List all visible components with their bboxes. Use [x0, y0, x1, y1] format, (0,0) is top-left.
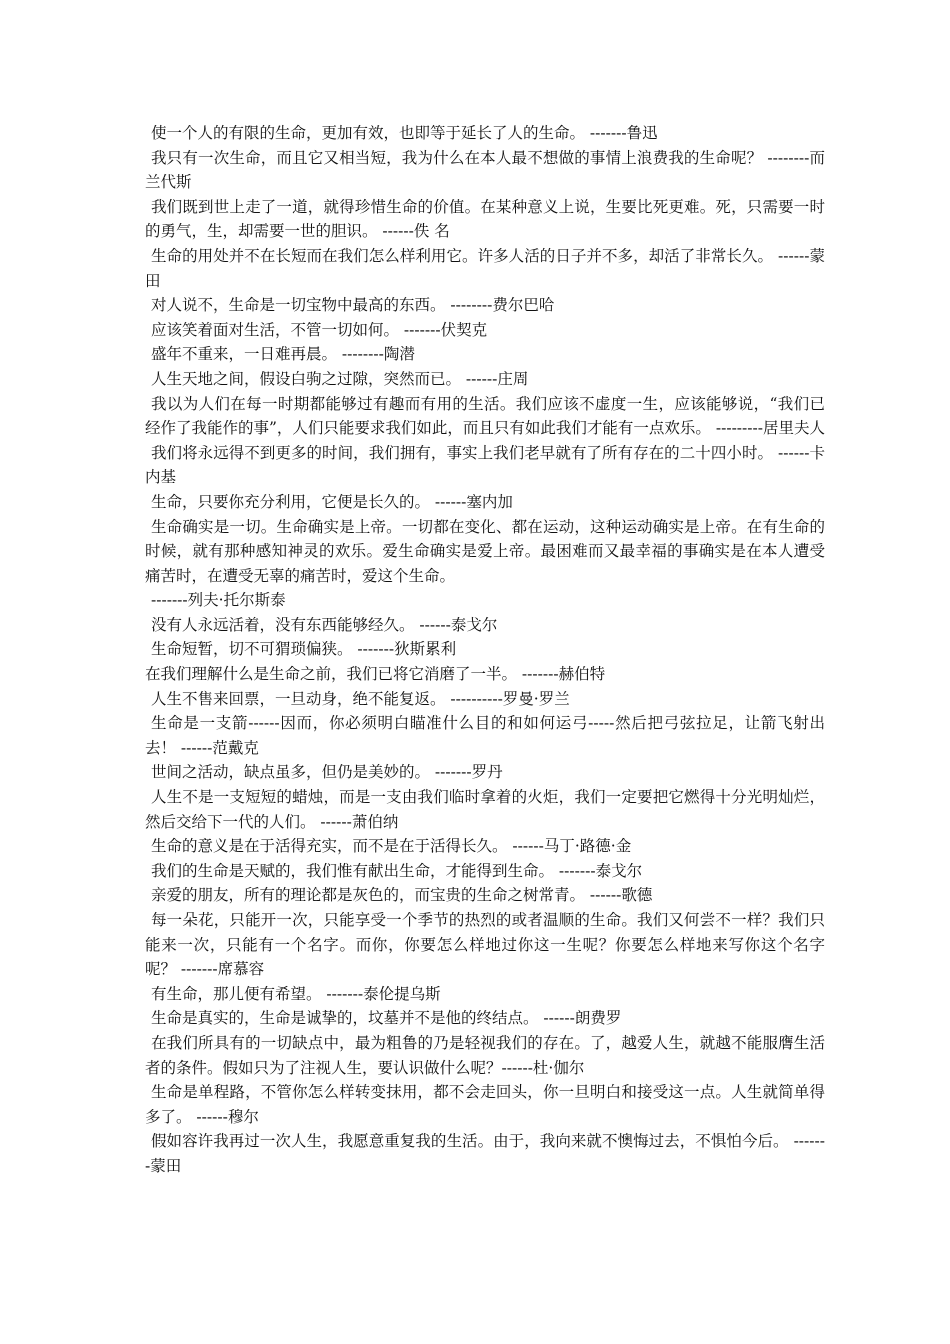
- quote-paragraph: 我以为人们在每一时期都能够过有趣而有用的生活。我们应该不虚度一生，应该能够说，“我们已经作了我能作的事”，人们只能要求我们如此，而且只有如此我们才能有一点欢乐。 ---------居里夫人: [145, 394, 825, 438]
- quote-paragraph: 盛年不重来，一日难再晨。 --------陶潜: [151, 345, 415, 364]
- quote-paragraph: 世间之活动，缺点虽多，但仍是美妙的。 -------罗丹: [151, 763, 503, 782]
- quote-paragraph: 人生不是一支短短的蜡烛，而是一支由我们临时拿着的火炬，我们一定要把它燃得十分光明灿烂，然后交给下一代的人们。 ------萧伯纳: [145, 788, 825, 831]
- quote-paragraph: 在我们所具有的一切缺点中，最为粗鲁的乃是轻视我们的存在。了，越爱人生，就越不能服膺生活者的条件。假如只为了注视人生，要认识做什么呢？------杜·伽尔: [145, 1033, 825, 1077]
- quote-paragraph: 我只有一次生命，而且它又相当短，我为什么在本人最不想做的事情上浪费我的生命呢？ --------而兰代斯: [145, 148, 825, 192]
- quote-paragraph: 没有人永远活着，没有东西能够经久。 ------泰戈尔: [151, 615, 498, 634]
- quote-paragraph: 人生天地之间，假设白驹之过隙，突然而已。 ------庄周: [151, 369, 529, 388]
- quote-paragraph: -------列夫·托尔斯泰: [151, 591, 286, 610]
- quote-paragraph: 生命的意义是在于活得充实，而不是在于活得长久。 ------马丁·路德·金: [151, 837, 632, 856]
- quote-paragraph: 生命，只要你充分利用，它便是长久的。 ------塞内加: [151, 492, 513, 511]
- quote-paragraph: 生命的用处并不在长短而在我们怎么样利用它。许多人活的日子并不多，却活了非常长久。 ------蒙田: [145, 246, 825, 290]
- quote-paragraph: 我们的生命是天赋的，我们惟有献出生命，才能得到生命。 -------泰戈尔: [151, 861, 643, 880]
- quote-paragraph: 生命是真实的，生命是诚挚的，坟墓并不是他的终结点。 ------朗费罗: [151, 1009, 622, 1028]
- quote-paragraph: 每一朵花，只能开一次，只能享受一个季节的热烈的或者温顺的生命。我们又何尝不一样？我们只能来一次，只能有一个名字。而你，你要怎么样地过你这一生呢？你要怎么样地来写你这个名字呢？ -------席慕容: [145, 911, 825, 979]
- quote-paragraph: 生命确实是一切。生命确实是上帝。一切都在变化、都在运动，这种运动确实是上帝。在有生命的时候，就有那种感知神灵的欢乐。爱生命确实是爱上帝。最困难而又最幸福的事确实是在本人遭受痛苦时，在遭受无辜的痛苦时，爱这个生命。: [145, 517, 825, 585]
- document-body: [145, 121, 825, 1179]
- quote-paragraph: 使一个人的有限的生命，更加有效，也即等于延长了人的生命。 -------鲁迅: [151, 124, 658, 142]
- quote-paragraph: 生命是一支箭------因而，你必须明白瞄准什么目的和如何运弓-----然后把弓弦拉足，让箭飞射出去！ ------范戴克: [145, 714, 825, 757]
- quote-paragraph: 我们既到世上走了一道，就得珍惜生命的价值。在某种意义上说，生要比死更难。死，只需要一时的勇气，生，却需要一世的胆识。 ------佚 名: [145, 197, 825, 241]
- quote-paragraph: 应该笑着面对生活，不管一切如何。 -------伏契克: [151, 320, 488, 339]
- quote-paragraph: 假如容许我再过一次人生，我愿意重复我的生活。由于，我向来就不懊悔过去，不惧怕今后。 -------蒙田: [145, 1132, 825, 1175]
- quote-paragraph: 我们将永远得不到更多的时间，我们拥有，事实上我们老早就有了所有存在的二十四小时。 ------卡内基: [145, 443, 825, 487]
- quote-paragraph: 亲爱的朋友，所有的理论都是灰色的，而宝贵的生命之树常青。 ------歌德: [151, 886, 653, 905]
- quote-paragraph: 在我们理解什么是生命之前，我们已将它消磨了一半。 -------赫伯特: [145, 665, 606, 684]
- quote-paragraph: 有生命，那儿便有希望。 -------泰伦提乌斯: [151, 984, 441, 1003]
- quote-paragraph: 生命短暂，切不可猬琐偏狭。 -------狄斯累利: [151, 640, 457, 659]
- quote-paragraph: 对人说不，生命是一切宝物中最高的东西。 --------费尔巴哈: [151, 296, 555, 315]
- quote-paragraph: 人生不售来回票，一旦动身，绝不能复返。 ----------罗曼·罗兰: [151, 689, 570, 708]
- quote-paragraph: 生命是单程路，不管你怎么样转变抹用，都不会走回头，你一旦明白和接受这一点。人生就简单得多了。 ------穆尔: [145, 1083, 825, 1126]
